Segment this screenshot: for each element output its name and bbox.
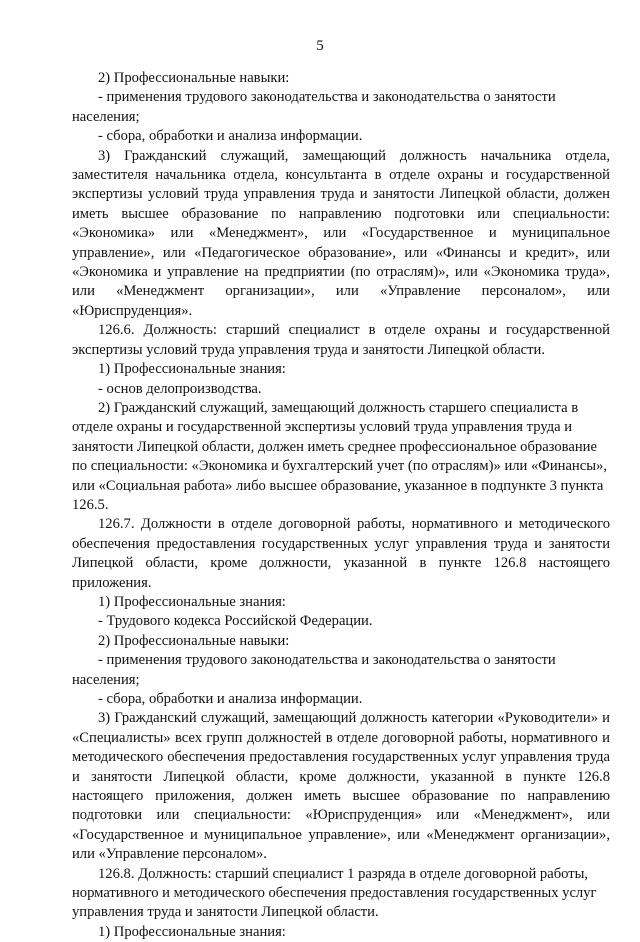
- page-number: 5: [316, 38, 324, 54]
- paragraph: 3) Гражданский служащий, замещающий должность начальника отдела, заместителя начальника отдела, консультанта в отделе охраны и государственной экспертизы условий труда управления труда и занятости Липецкой области, должен иметь высшее образование по направлению подготовки или специальности: «Экономика» или «Менеджмент», или «Государственное и муниципальное управление», или «Педагогическое образование», или «Финансы и кредит», или «Экономика и управление на предприятии (по отраслям)», или «Экономика труда», или «Менеджмент организации», или «Управление персоналом», или «Юриспруденция».: [72, 147, 610, 319]
- paragraph: - основ делопроизводства.: [98, 380, 262, 397]
- paragraph: 126.6. Должность: старший специалист в отделе охраны и государственной экспертизы условий труда управления труда и занятости Липецкой области.: [72, 322, 610, 358]
- paragraph: 2) Профессиональные навыки:: [98, 70, 290, 86]
- paragraph: 2) Гражданский служащий, замещающий должность старшего специалиста в отделе охраны и государственной экспертизы условий труда управления труда и занятости Липецкой области, должен иметь среднее профессиональное образование по специальности: «Экономика и бухгалтерский учет (по отраслям)» или «Финансы», или «Социальная работа» либо высшее образование, указанное в подпункте 3 пункта 126.5.: [72, 399, 607, 513]
- paragraph: 126.8. Должность: старший специалист 1 разряда в отделе договорной работы, нормативного и методического обеспечения предоставления государственных услуг управления труда и занятости Липецкой области.: [72, 865, 597, 921]
- paragraph: 1) Профессиональные знания:: [98, 923, 286, 940]
- paragraph: 3) Гражданский служащий, замещающий должность категории «Руководители» и «Специалисты» всех групп должностей в отделе договорной работы, нормативного и методического обеспечения предоставления государственных услуг управления труда и занятости Липецкой области, кроме должности, указанной в пункте 126.8 настоящего приложения, должен иметь высшее образование по направлению подготовки или специальности: «Юриспруденция» или «Менеджмент», или «Государственное и муниципальное управление», или «Менеджмент организации», или «Управление персоналом».: [72, 710, 610, 863]
- paragraph: - сбора, обработки и анализа информации.: [98, 691, 363, 707]
- document-body: [72, 69, 610, 942]
- paragraph: - применения трудового законодательства и законодательства о занятости населения;: [72, 89, 556, 125]
- paragraph: - применения трудового законодательства и законодательства о занятости населения;: [72, 652, 556, 688]
- paragraph: 126.7. Должности в отделе договорной работы, нормативного и методического обеспечения предоставления государственных услуг управления труда и занятости Липецкой области, кроме должности, указанной в пункте 126.8 настоящего приложения.: [72, 516, 610, 591]
- paragraph: 1) Профессиональные знания:: [98, 593, 286, 610]
- paragraph: - Трудового кодекса Российской Федерации.: [98, 613, 373, 630]
- paragraph: - сбора, обработки и анализа информации.: [98, 128, 363, 145]
- paragraph: 1) Профессиональные знания:: [98, 361, 286, 378]
- paragraph: 2) Профессиональные навыки:: [98, 632, 290, 649]
